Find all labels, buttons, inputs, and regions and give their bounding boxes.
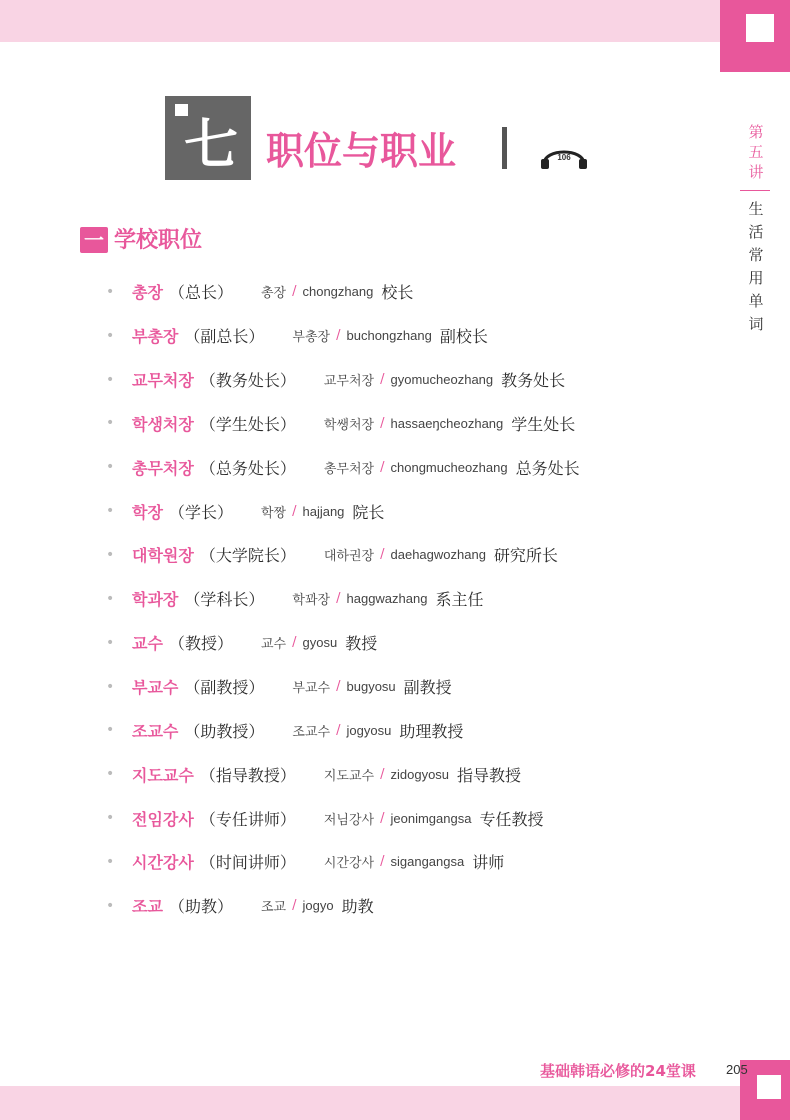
romanization: jogyo xyxy=(302,898,334,914)
pronunciation-korean: 교수 xyxy=(260,637,287,653)
romanization: sigangangsa xyxy=(390,854,465,870)
section-title: 学校职位 xyxy=(114,228,203,253)
pronunciation-korean: 저님강사 xyxy=(323,812,375,828)
chinese-gloss: （学科长） xyxy=(184,590,265,610)
chinese-gloss-text: 助教 xyxy=(184,897,217,917)
pronunciation-korean: 대하권장 xyxy=(323,549,375,565)
chapter-title: 职位与职业 xyxy=(266,129,457,173)
pronunciation-korean: 부교수 xyxy=(292,681,331,697)
chinese-meaning: 总务处长 xyxy=(515,458,580,478)
slash-divider: / xyxy=(380,459,385,475)
chinese-gloss: （学长） xyxy=(168,502,233,522)
pronunciation-korean: 학꽈장 xyxy=(292,593,331,609)
slash-divider: / xyxy=(292,898,297,914)
chinese-gloss-text: 学生处长 xyxy=(215,414,280,434)
romanization: hassaeŋcheozhang xyxy=(390,415,504,431)
vocab-row xyxy=(106,489,726,533)
romanization: bugyosu xyxy=(346,679,396,695)
vocab-row xyxy=(106,402,726,446)
pronunciation-korean: 조교 xyxy=(260,900,287,916)
bullet-icon: • xyxy=(106,371,115,388)
korean-word: 대학원장 xyxy=(132,546,194,566)
vocab-row xyxy=(106,358,726,402)
chinese-meaning: 学生处长 xyxy=(511,414,576,434)
chinese-meaning: 助理教授 xyxy=(399,721,464,741)
slash-divider: / xyxy=(380,415,385,431)
pronunciation-korean: 교무처장 xyxy=(323,374,375,390)
chinese-meaning: 副教授 xyxy=(403,678,452,698)
korean-word: 교무처장 xyxy=(132,371,194,391)
vocab-row xyxy=(106,840,726,884)
bullet-icon: • xyxy=(106,283,115,300)
chinese-gloss: （指导教授） xyxy=(199,765,296,785)
pronunciation-korean: 지도교수 xyxy=(323,768,375,784)
slash-divider: / xyxy=(380,547,385,563)
korean-word: 지도교수 xyxy=(132,765,194,785)
pronunciation-korean: 조교수 xyxy=(292,724,331,740)
chinese-meaning: 助教 xyxy=(341,897,374,917)
sidebar-lecture-label xyxy=(742,122,770,184)
romanization: gyomucheozhang xyxy=(390,372,494,388)
chinese-gloss: （助教授） xyxy=(184,721,265,741)
chinese-gloss-text: 助教授 xyxy=(200,721,249,741)
pronunciation-korean: 시간강사 xyxy=(323,856,375,872)
bullet-icon: • xyxy=(106,634,115,651)
pronunciation-korean: 학짱 xyxy=(260,505,287,521)
top-decorative-band xyxy=(0,0,790,42)
bullet-icon: • xyxy=(106,503,115,520)
slash-divider: / xyxy=(292,503,297,519)
korean-word: 총장 xyxy=(132,283,163,303)
chinese-meaning: 教务处长 xyxy=(501,371,566,391)
chinese-gloss: （副教授） xyxy=(184,678,265,698)
page-number: 205 xyxy=(726,1062,748,1077)
chinese-gloss-text: 副总长 xyxy=(200,327,249,347)
romanization: zidogyosu xyxy=(390,766,450,782)
sidebar-topic-char: 活 xyxy=(748,223,764,241)
chinese-meaning: 校长 xyxy=(381,283,414,303)
sidebar-lecture-char: 五 xyxy=(748,143,764,161)
slash-divider: / xyxy=(336,591,341,607)
chinese-gloss: （教授） xyxy=(168,634,233,654)
chinese-meaning: 系主任 xyxy=(435,590,484,610)
pronunciation-korean: 총장 xyxy=(260,286,287,302)
vocab-row xyxy=(106,796,726,840)
pronunciation-korean: 총무처장 xyxy=(323,461,375,477)
korean-word: 전임강사 xyxy=(132,809,194,829)
vocab-row xyxy=(106,752,726,796)
korean-word: 학장 xyxy=(132,502,163,522)
vocab-row xyxy=(106,533,726,577)
sidebar-divider xyxy=(740,190,770,191)
pronunciation-korean: 학쌩처장 xyxy=(323,417,375,433)
title-divider xyxy=(502,127,507,169)
chinese-gloss-text: 专任讲师 xyxy=(215,809,280,829)
bullet-icon: • xyxy=(106,678,115,695)
romanization: gyosu xyxy=(302,635,338,651)
pronunciation-korean: 부총장 xyxy=(292,330,331,346)
chinese-meaning: 指导教授 xyxy=(457,765,522,785)
slash-divider: / xyxy=(292,635,297,651)
sidebar-topic-char: 用 xyxy=(748,269,764,287)
chinese-meaning: 副校长 xyxy=(439,327,488,347)
chinese-gloss-text: 总务处长 xyxy=(215,458,280,478)
korean-word: 시간강사 xyxy=(132,853,194,873)
bullet-icon: • xyxy=(106,897,115,914)
vocab-row xyxy=(106,314,726,358)
chinese-gloss-text: 指导教授 xyxy=(215,765,280,785)
chinese-gloss-text: 教务处长 xyxy=(215,371,280,391)
chinese-gloss: （总务处长） xyxy=(199,458,296,478)
romanization: buchongzhang xyxy=(346,328,432,344)
vocab-row xyxy=(106,884,726,928)
romanization: jogyosu xyxy=(346,722,392,738)
slash-divider: / xyxy=(336,679,341,695)
slash-divider: / xyxy=(380,766,385,782)
slash-divider: / xyxy=(336,722,341,738)
slash-divider: / xyxy=(380,810,385,826)
top-right-corner-square xyxy=(746,14,774,42)
vocab-row xyxy=(106,708,726,752)
chapter-number: 七 xyxy=(184,113,238,176)
bullet-icon: • xyxy=(106,459,115,476)
chinese-gloss: （学生处长） xyxy=(199,414,296,434)
bullet-icon: • xyxy=(106,722,115,739)
slash-divider: / xyxy=(380,854,385,870)
korean-word: 조교 xyxy=(132,897,163,917)
bottom-right-corner-square xyxy=(757,1075,781,1099)
vocab-row xyxy=(106,665,726,709)
bullet-icon: • xyxy=(106,415,115,432)
chinese-gloss-text: 时间讲师 xyxy=(215,853,280,873)
sidebar-lecture-char: 讲 xyxy=(748,163,764,181)
bullet-icon: • xyxy=(106,546,115,563)
romanization: daehagwozhang xyxy=(390,547,486,563)
chinese-gloss-text: 总长 xyxy=(184,283,217,303)
bullet-icon: • xyxy=(106,766,115,783)
romanization: haggwazhang xyxy=(346,591,428,607)
bullet-icon: • xyxy=(106,590,115,607)
chinese-gloss: （时间讲师） xyxy=(199,853,296,873)
audio-track-number: 106 xyxy=(557,153,571,162)
audio-track-badge[interactable] xyxy=(540,140,588,170)
vocab-row xyxy=(106,445,726,489)
korean-word: 총무처장 xyxy=(132,458,194,478)
sidebar-topic-char: 单 xyxy=(748,292,764,310)
romanization: hajjang xyxy=(302,503,345,519)
chinese-gloss-text: 学科长 xyxy=(200,590,249,610)
vocabulary-list xyxy=(106,270,726,917)
romanization: jeonimgangsa xyxy=(390,810,472,826)
romanization: chongmucheozhang xyxy=(390,459,508,475)
chinese-gloss: （助教） xyxy=(168,897,233,917)
korean-word: 교수 xyxy=(132,634,163,654)
chinese-gloss: （总长） xyxy=(168,283,233,303)
chinese-gloss: （大学院长） xyxy=(199,546,296,566)
korean-word: 부총장 xyxy=(132,327,179,347)
sidebar-lecture-char: 第 xyxy=(748,123,764,141)
bullet-icon: • xyxy=(106,810,115,827)
slash-divider: / xyxy=(292,284,297,300)
bullet-icon: • xyxy=(106,327,115,344)
chinese-gloss: （副总长） xyxy=(184,327,265,347)
sidebar-topic-char: 生 xyxy=(748,200,764,218)
bullet-icon: • xyxy=(106,853,115,870)
korean-word: 학생처장 xyxy=(132,414,194,434)
sidebar-topic-label xyxy=(742,198,770,333)
korean-word: 조교수 xyxy=(132,721,179,741)
bottom-decorative-band xyxy=(0,1086,790,1120)
chinese-gloss-text: 大学院长 xyxy=(215,546,280,566)
chinese-gloss-text: 学长 xyxy=(184,502,217,522)
sidebar-topic-char: 词 xyxy=(748,315,764,333)
section-number: 一 xyxy=(80,227,108,253)
slash-divider: / xyxy=(380,372,385,388)
vocab-row xyxy=(106,270,726,314)
sidebar-topic-char: 常 xyxy=(748,246,764,264)
chinese-gloss: （专任讲师） xyxy=(199,809,296,829)
section-heading xyxy=(80,224,300,258)
chinese-gloss: （教务处长） xyxy=(199,371,296,391)
romanization: chongzhang xyxy=(302,284,374,300)
chinese-meaning: 专任教授 xyxy=(479,809,544,829)
chinese-meaning: 院长 xyxy=(352,502,385,522)
chinese-meaning: 讲师 xyxy=(472,853,505,873)
vocab-row xyxy=(106,621,726,665)
vocab-row xyxy=(106,577,726,621)
chinese-gloss-text: 副教授 xyxy=(200,678,249,698)
chinese-meaning: 教授 xyxy=(345,634,378,654)
korean-word: 부교수 xyxy=(132,678,179,698)
slash-divider: / xyxy=(336,328,341,344)
chinese-meaning: 研究所长 xyxy=(493,546,558,566)
book-title: 基础韩语必修的24堂课 xyxy=(540,1062,696,1080)
chinese-gloss-text: 教授 xyxy=(184,634,217,654)
korean-word: 학과장 xyxy=(132,590,179,610)
